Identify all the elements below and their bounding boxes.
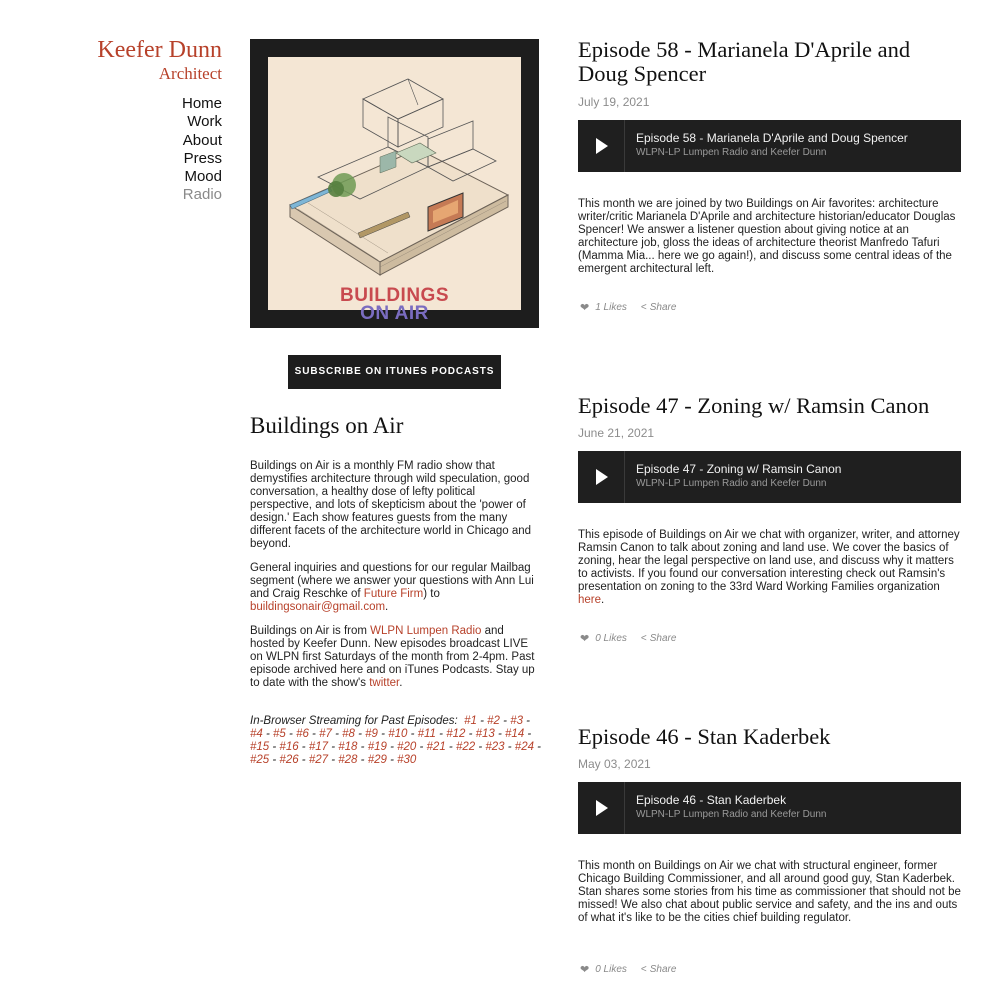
nav-mood[interactable]: Mood: [184, 168, 222, 186]
podcast-cover-art: [250, 39, 539, 328]
episode-link-separator: -: [504, 741, 515, 753]
about-text: ) to: [423, 588, 440, 600]
episode-date: May 03, 2021: [578, 757, 651, 771]
nav-radio[interactable]: Radio: [182, 186, 222, 204]
site-brand[interactable]: [90, 36, 222, 84]
player-track-title: Episode 58 - Marianela D'Aprile and Doug Spencer: [636, 131, 908, 145]
ramsin-presentation-link[interactable]: here: [578, 594, 602, 606]
episode-link-separator: -: [524, 728, 532, 740]
about-text: Buildings on Air is from: [250, 625, 371, 637]
episode-card: [578, 37, 962, 314]
past-episodes-streaming: [250, 715, 542, 767]
axonometric-building-drawing: [268, 57, 521, 324]
episode-link-30[interactable]: #30: [397, 754, 417, 766]
about-text: .: [385, 601, 389, 613]
episode-card: [578, 724, 962, 976]
episode-link-separator: -: [308, 728, 320, 740]
heart-icon[interactable]: ❤: [580, 302, 590, 314]
episode-link-19[interactable]: #19: [367, 741, 387, 753]
episode-link-separator: -: [269, 754, 280, 766]
episode-link-1[interactable]: #1: [464, 715, 477, 727]
episode-link-16[interactable]: #16: [279, 741, 299, 753]
play-icon: [596, 138, 608, 154]
episode-link-9[interactable]: #9: [365, 728, 378, 740]
about-text: and hosted by Keefer Dunn. New episodes broadcast LIVE on WLPN first Saturdays of the month from 2-4pm. Past episode archived here and on iTunes Podcasts. Stay up to date with the show's: [250, 625, 535, 689]
about-text: .: [399, 677, 403, 689]
episode-link-12[interactable]: #12: [446, 728, 466, 740]
episode-link-separator: -: [386, 741, 398, 753]
audio-player: [578, 451, 961, 503]
episode-link-separator: -: [354, 728, 366, 740]
show-title: Buildings on Air: [250, 413, 404, 438]
episode-title[interactable]: Episode 47 - Zoning w/ Ramsin Canon: [578, 393, 930, 418]
episode-link-separator: -: [357, 741, 368, 753]
episode-link-15[interactable]: #15: [250, 741, 270, 753]
episode-link-29[interactable]: #29: [367, 754, 387, 766]
episode-description-text: This month we are joined by two Buildings on Air favorites: architecture writer/critic Marianela D'Aprile and architecture historian/educator Douglas Spencer! We answer a listener question about giving notice at an architecture job, gloss the ideas of architecture theorist Manfredo Tafuri (Mamma Mia... here we go again!), and discuss some central ideas of the emergent architectural left.: [578, 198, 956, 275]
episode-link-separator: -: [499, 715, 511, 727]
episode-link-separator: -: [285, 728, 297, 740]
future-firm-link[interactable]: Future Firm: [363, 588, 424, 600]
episode-link-separator: -: [465, 728, 476, 740]
episode-link-5[interactable]: #5: [273, 728, 286, 740]
play-button[interactable]: [578, 782, 625, 834]
episode-description: [578, 860, 962, 925]
episode-link-separator: -: [331, 728, 343, 740]
episode-link-20[interactable]: #20: [397, 741, 417, 753]
share-link[interactable]: Share: [649, 302, 677, 313]
episode-link-separator: -: [377, 728, 389, 740]
about-paragraph-2: [250, 562, 540, 614]
episode-link-28[interactable]: #28: [338, 754, 358, 766]
heart-icon[interactable]: ❤: [580, 633, 590, 645]
show-description: [250, 460, 540, 701]
episode-link-separator: -: [262, 728, 274, 740]
episode-link-10[interactable]: #10: [388, 728, 408, 740]
episode-link-separator: -: [494, 728, 506, 740]
player-track-title: Episode 47 - Zoning w/ Ramsin Canon: [636, 462, 842, 476]
episode-date: June 21, 2021: [578, 426, 655, 440]
wlpn-link[interactable]: WLPN Lumpen Radio: [370, 625, 482, 637]
episode-link-23[interactable]: #23: [485, 741, 505, 753]
episode-link-separator: -: [475, 741, 486, 753]
episode-description-text: This episode of Buildings on Air we chat with organizer, writer, and attorney Ramsin Canon to talk about zoning and land use. We cover the basics of zoning, hear the legal perspective on land use, and discuss why it matters to activists. If you found our conversation interesting check out Ramsin's presentation on zoning to the 33rd Ward Working Families organization: [578, 529, 960, 593]
episode-link-3[interactable]: #3: [510, 715, 523, 727]
episode-link-separator: -: [269, 741, 280, 753]
episode-link-separator: -: [298, 741, 309, 753]
episode-link-separator: -: [416, 741, 427, 753]
cover-title-line1: BUILDINGS: [340, 285, 449, 306]
episode-description: [578, 198, 962, 276]
episode-link-separator: -: [522, 715, 531, 727]
episode-link-separator: -: [445, 741, 456, 753]
episode-title[interactable]: Episode 58 - Marianela D'Aprile and Doug Spencer: [578, 37, 911, 86]
cover-illustration: [268, 57, 521, 324]
share-link[interactable]: Share: [649, 633, 677, 644]
episode-actions: [580, 963, 676, 976]
player-artist: WLPN-LP Lumpen Radio and Keefer Dunn: [636, 147, 827, 158]
episode-link-17[interactable]: #17: [308, 741, 329, 753]
player-track-title: Episode 46 - Stan Kaderbek: [636, 793, 787, 807]
episode-link-11[interactable]: #11: [417, 728, 436, 740]
episode-description-text: This month on Buildings on Air we chat with structural engineer, former Chicago Building Commissioner, and all around good guy, Stan Kaderbek. Stan shares some stories from his time as commissioner that should not be missed! We also chat about public service and safety, and the ins and outs of what it's like to be the cities chief building regulator.: [578, 860, 961, 924]
episode-link-8[interactable]: #8: [342, 728, 355, 740]
episode-link-separator: -: [386, 754, 398, 766]
episode-link-4[interactable]: #4: [250, 728, 263, 740]
episode-link-separator: -: [328, 741, 339, 753]
play-button[interactable]: [578, 451, 625, 503]
share-link[interactable]: Share: [649, 964, 677, 975]
nav-press[interactable]: Press: [183, 149, 222, 167]
twitter-link[interactable]: twitter: [369, 677, 400, 689]
episode-card: [578, 393, 962, 645]
heart-icon[interactable]: ❤: [580, 964, 590, 976]
main-nav: [182, 95, 222, 205]
episode-link-25[interactable]: #25: [250, 754, 270, 766]
episode-link-separator: -: [533, 741, 542, 753]
episode-link-26[interactable]: #26: [279, 754, 299, 766]
about-paragraph-1: Buildings on Air is a monthly FM radio show that demystifies architecture through wild speculation, good conversation, a healthy dose of lefty political perspective, and lots of skepticism about the 'power of design.' Each show features guests from the many different facets of the architecture world in Chicago and beyond.: [250, 460, 532, 550]
player-artist: WLPN-LP Lumpen Radio and Keefer Dunn: [636, 478, 827, 489]
streaming-label: In-Browser Streaming for Past Episodes:: [250, 715, 458, 727]
likes-count[interactable]: 0 Likes: [595, 964, 627, 975]
audio-player: [578, 120, 961, 172]
episode-actions: [580, 301, 676, 314]
nav-work[interactable]: Work: [187, 113, 222, 131]
share-icon[interactable]: <: [640, 302, 647, 313]
episode-link-separator: -: [298, 754, 309, 766]
episode-link-13[interactable]: #13: [475, 728, 495, 740]
episode-link-separator: -: [435, 728, 447, 740]
episode-link-2[interactable]: #2: [487, 715, 500, 727]
about-text: General inquiries and questions for our regular Mailbag segment (where we answer your questions with Ann Lui and Craig Reschke of: [250, 562, 534, 600]
episode-description-text: .: [601, 594, 605, 606]
likes-count[interactable]: 0 Likes: [595, 633, 627, 644]
play-button[interactable]: [578, 120, 625, 172]
share-icon[interactable]: <: [640, 964, 647, 975]
likes-count[interactable]: 1 Likes: [595, 302, 627, 313]
email-link[interactable]: buildingsonair@gmail.com: [250, 601, 386, 613]
site-subtitle: Architect: [158, 64, 222, 83]
nav-home[interactable]: Home: [181, 95, 222, 112]
play-icon: [596, 800, 608, 816]
episode-link-27[interactable]: #27: [308, 754, 329, 766]
episode-actions: [580, 632, 676, 645]
episode-link-separator: -: [476, 715, 488, 727]
nav-about[interactable]: About: [182, 131, 222, 149]
play-icon: [596, 469, 608, 485]
episode-date: July 19, 2021: [578, 95, 650, 109]
subscribe-itunes-button[interactable]: SUBSCRIBE ON ITUNES PODCASTS: [288, 355, 501, 389]
episode-link-18[interactable]: #18: [338, 741, 358, 753]
episode-title[interactable]: Episode 46 - Stan Kaderbek: [578, 724, 831, 749]
site-title[interactable]: Keefer Dunn: [97, 37, 222, 63]
episode-link-separator: -: [328, 754, 339, 766]
audio-player: [578, 782, 961, 834]
episode-link-21[interactable]: #21: [426, 741, 446, 753]
episode-link-24[interactable]: #24: [514, 741, 534, 753]
share-icon[interactable]: <: [640, 633, 647, 644]
about-paragraph-3: [250, 625, 540, 690]
episode-link-7[interactable]: #7: [319, 728, 332, 740]
episode-link-6[interactable]: #6: [296, 728, 309, 740]
episode-link-separator: -: [407, 728, 418, 740]
episode-description: [578, 529, 962, 607]
episode-link-22[interactable]: #22: [455, 741, 476, 753]
player-artist: WLPN-LP Lumpen Radio and Keefer Dunn: [636, 809, 827, 820]
episode-link-separator: -: [357, 754, 368, 766]
cover-title-line2: ON AIR: [360, 303, 429, 324]
episode-link-14[interactable]: #14: [505, 728, 525, 740]
